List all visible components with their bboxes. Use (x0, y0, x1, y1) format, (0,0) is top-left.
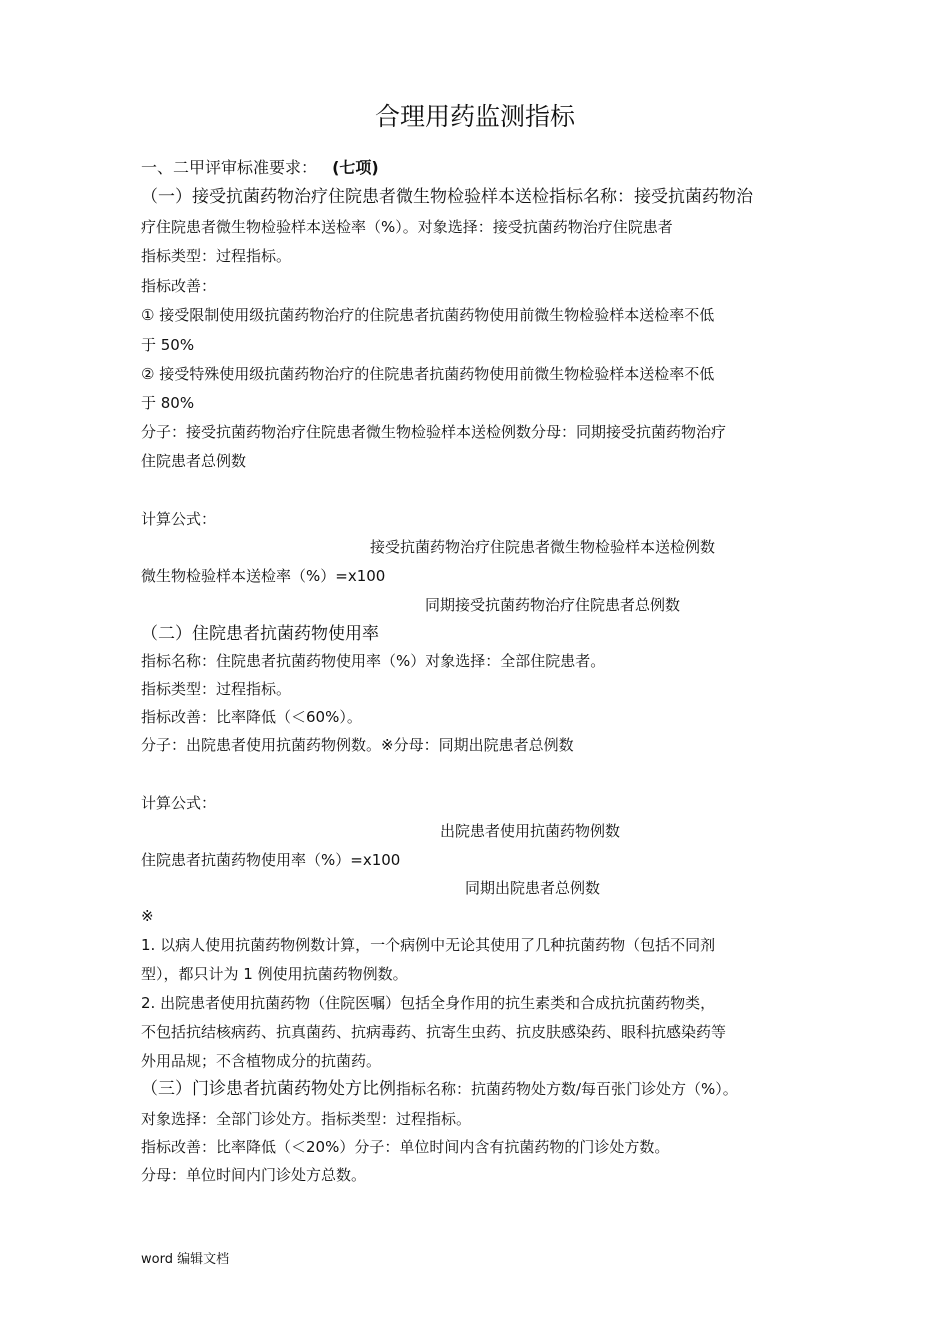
section1-fraction-cont: 住院患者总例数 (141, 452, 247, 470)
section1-type: 指标类型：过程指标。 (141, 247, 292, 265)
section1-improve-item2: ② 接受特殊使用级抗菌药物治疗的住院患者抗菌药物使用前微生物检验样本送检率不低 (141, 365, 715, 383)
section2-note2-cont1: 不包括抗结核病药、抗真菌药、抗病毒药、抗寄生虫药、抗皮肤感染药、眼科抗感染药等 (141, 1023, 727, 1041)
section3-object: 对象选择：全部门诊处方。指标类型：过程指标。 (141, 1110, 472, 1128)
section2-note1-cont: 型），都只计为 1 例使用抗菌药物例数。 (141, 965, 408, 983)
section-heading-requirements (141, 158, 379, 178)
section2-name: 指标名称：住院患者抗菌药物使用率（%）对象选择：全部住院患者。 (141, 652, 606, 670)
section2-formula-numerator: 出院患者使用抗菌药物例数 (440, 822, 621, 840)
section1-improve-item1: ① 接受限制使用级抗菌药物治疗的住院患者抗菌药物使用前微生物检验样本送检率不低 (141, 306, 715, 324)
page-footer: word 编辑文档 (141, 1252, 230, 1267)
section2-calc-label: 计算公式： (141, 794, 217, 812)
section1-fraction: 分子：接受抗菌药物治疗住院患者微生物检验样本送检例数分母：同期接受抗菌药物治疗 (141, 423, 727, 441)
section1-formula-denominator: 同期接受抗菌药物治疗住院患者总例数 (425, 596, 681, 614)
section2-fraction: 分子：出院患者使用抗菌药物例数。※分母：同期出院患者总例数 (141, 736, 574, 754)
section3-heading: （三）门诊患者抗菌药物处方比例 (141, 1079, 396, 1099)
section1-improve-item1-cont: 于 50% (141, 336, 195, 354)
section2-heading: （二）住院患者抗菌药物使用率 (141, 624, 379, 644)
page-title: 合理用药监测指标 (374, 102, 575, 131)
requirements-label: 一、二甲评审标准要求： (141, 158, 318, 177)
section2-note-mark: ※ (141, 907, 154, 925)
section2-note1: 1. 以病人使用抗菌药物例数计算，一个病例中无论其使用了几种抗菌药物（包括不同剂 (141, 936, 716, 954)
section3-improve: 指标改善：比率降低（＜20%）分子：单位时间内含有抗菌药物的门诊处方数。 (141, 1138, 670, 1156)
section3-name: 指标名称：抗菌药物处方数/每百张门诊处方（%）。 (396, 1080, 738, 1098)
section1-calc-label: 计算公式： (141, 510, 217, 528)
section2-formula-lhs: 住院患者抗菌药物使用率（%）=x100 (141, 851, 401, 869)
section2-note2: 2. 出院患者使用抗菌药物（住院医嘱）包括全身作用的抗生素类和合成抗抗菌药物类， (141, 994, 716, 1012)
section1-line2: 疗住院患者微生物检验样本送检率（%）。对象选择：接受抗菌药物治疗住院患者 (141, 218, 673, 236)
section2-note2-cont2: 外用品规；不含植物成分的抗菌药。 (141, 1052, 382, 1070)
section1-improve-item2-cont: 于 80% (141, 394, 195, 412)
requirements-count: (七项) (332, 158, 379, 177)
section2-type: 指标类型：过程指标。 (141, 680, 292, 698)
section1-improve-label: 指标改善： (141, 277, 217, 295)
section2-formula-denominator: 同期出院患者总例数 (465, 879, 601, 897)
section3-heading-line (141, 1079, 738, 1099)
section1-heading: （一）接受抗菌药物治疗住院患者微生物检验样本送检指标名称：接受抗菌药物治 (141, 187, 753, 207)
section1-formula-lhs: 微生物检验样本送检率（%）=x100 (141, 567, 386, 585)
section2-improve: 指标改善：比率降低（＜60%）。 (141, 708, 362, 726)
section3-denominator: 分母：单位时间内门诊处方总数。 (141, 1166, 367, 1184)
section1-formula-numerator: 接受抗菌药物治疗住院患者微生物检验样本送检例数 (370, 538, 716, 556)
